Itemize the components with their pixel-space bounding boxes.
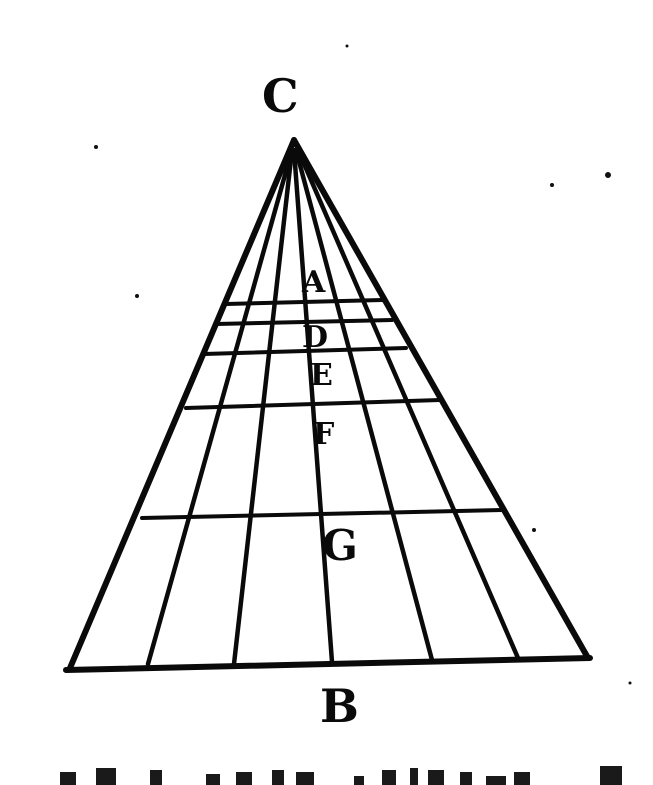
speck <box>346 45 349 48</box>
speck <box>605 172 611 178</box>
label-d: D <box>302 320 329 355</box>
label-b: B <box>320 679 359 733</box>
label-a: A <box>302 265 326 300</box>
label-g: G <box>322 521 358 570</box>
speck <box>550 183 554 187</box>
speck <box>532 528 536 532</box>
label-e: E <box>310 358 333 393</box>
speck <box>629 682 632 685</box>
bleed-through-text <box>60 766 622 785</box>
label-f: F <box>313 417 335 452</box>
label-c: C <box>262 69 299 123</box>
speck <box>94 145 98 149</box>
base-line <box>66 658 590 670</box>
speck <box>135 294 139 298</box>
